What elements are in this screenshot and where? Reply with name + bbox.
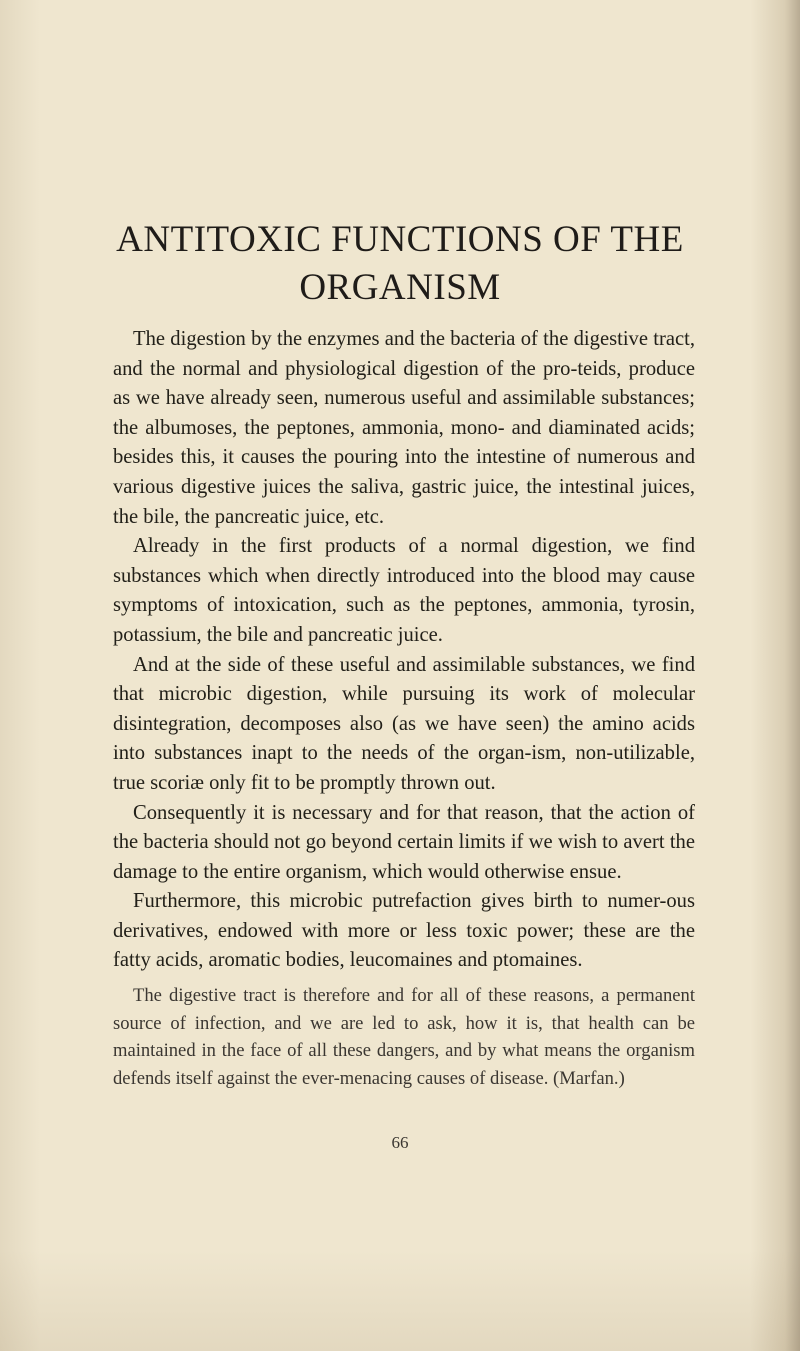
- paragraph-5: Furthermore, this microbic putrefaction gives birth to numer-ous derivatives, endowed with more or less toxic power; these are the fatty acids, aromatic bodies, leucomaines and ptomaines.: [113, 890, 695, 972]
- chapter-title: [60, 216, 740, 312]
- paragraph-2: Already in the first products of a normal digestion, we find substances which when directly introduced into the blood may cause symptoms of intoxication, such as the peptones, ammonia, tyrosin, potassium, the bile and pancreatic juice.: [113, 535, 695, 646]
- chapter-title-line-2: ORGANISM: [299, 267, 501, 308]
- paragraph-4: Consequently it is necessary and for that reason, that the action of the bacteria should not go beyond certain limits if we wish to avert the damage to the entire organism, which would otherwise ensue.: [113, 801, 695, 883]
- paragraph-1: The digestion by the enzymes and the bacteria of the digestive tract, and the normal and physiological digestion of the pro-teids, produce as we have already seen, numerous useful and assimilable substances; the albumoses, the peptones, ammonia, mono- and diaminated acids; besides this, it causes the pouring into the intestine of numerous and various digestive juices the saliva, gastric juice, the intestinal juices, the bile, the pancreatic juice, etc.: [113, 328, 695, 528]
- chapter-title-line-1: ANTITOXIC FUNCTIONS OF THE: [116, 219, 684, 260]
- paragraph-3: And at the side of these useful and assimilable substances, we find that microbic digestion, while pursuing its work of molecular disintegration, decomposes also (as we have seen) the amino acids into substances inapt to the needs of the organ-ism, non-utilizable, true scoriæ only fit to be promptly thrown out.: [113, 653, 695, 794]
- paragraph-6-quote: The digestive tract is therefore and for all of these reasons, a permanent source of infection, and we are led to ask, how it is, that health can be maintained in the face of all these dangers, and by what means the organism defends itself against the ever-menacing causes of disease. (Marfan.): [113, 985, 695, 1089]
- page-number: 66: [391, 1133, 409, 1152]
- body-text: [113, 325, 695, 1092]
